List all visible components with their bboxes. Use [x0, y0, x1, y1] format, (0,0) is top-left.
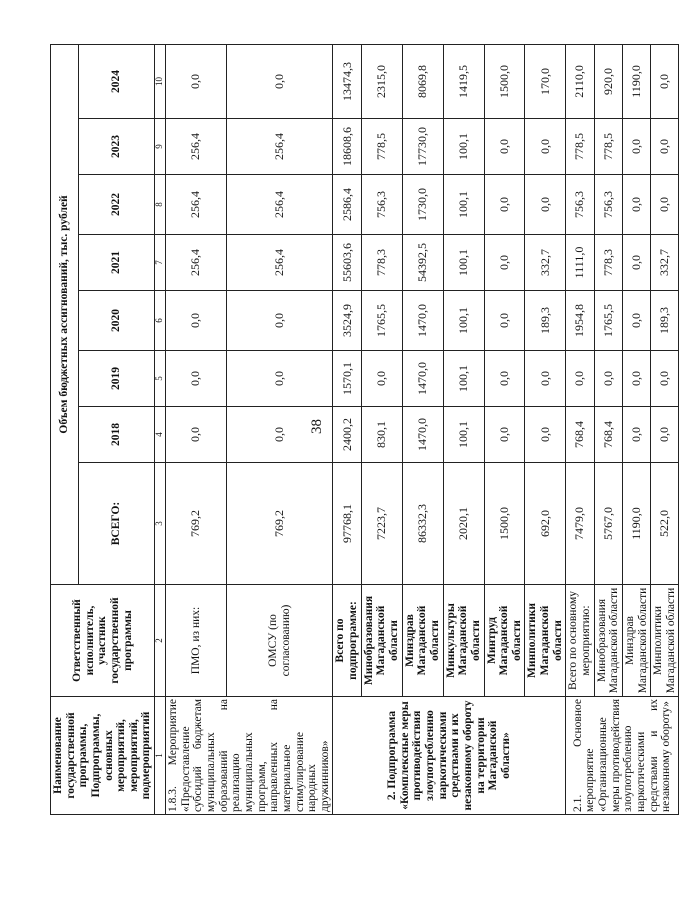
budget-value: 2110,0 [566, 44, 594, 118]
budget-value: 1419,5 [443, 44, 484, 118]
budget-value: 778,3 [594, 235, 622, 291]
budget-value: 1470,0 [402, 291, 443, 351]
executor: ОМСУ (по согласованию) [227, 585, 333, 697]
budget-value: 54392,5 [402, 235, 443, 291]
budget-value: 0,0 [651, 175, 679, 235]
column-number: 2 [155, 585, 166, 697]
header-year: 2020 [79, 291, 155, 351]
budget-value: 756,3 [566, 175, 594, 235]
executor: Минобразования Магаданской области [361, 585, 402, 697]
budget-value: 1190,0 [622, 44, 650, 118]
budget-value: 1500,0 [484, 44, 525, 118]
header-year: 2019 [79, 351, 155, 407]
column-number: 7 [155, 235, 166, 291]
program-name: 1.8.3. Мероприятие «Предоставление субсидий бюджетам муниципальных образований на реализацию муниципальных программ, направленных на материальное стимулирование народных дружинников» [166, 697, 333, 815]
budget-value: 3524,9 [333, 291, 361, 351]
column-number: 3 [155, 463, 166, 585]
budget-value: 0,0 [566, 351, 594, 407]
budget-value: 86332,3 [402, 463, 443, 585]
budget-value: 1470,0 [402, 351, 443, 407]
budget-value: 830,1 [361, 407, 402, 463]
budget-value: 2400,2 [333, 407, 361, 463]
budget-value: 0,0 [622, 175, 650, 235]
executor: Минздрав Магаданской области [622, 585, 650, 697]
budget-value: 170,0 [525, 44, 566, 118]
budget-value: 769,2 [166, 463, 227, 585]
executor: Минполитики Магаданской области [525, 585, 566, 697]
budget-value: 1470,0 [402, 407, 443, 463]
budget-value: 189,3 [651, 291, 679, 351]
budget-value: 0,0 [525, 119, 566, 175]
budget-value: 100,1 [443, 175, 484, 235]
budget-value: 0,0 [484, 351, 525, 407]
budget-value: 0,0 [227, 351, 333, 407]
budget-value: 0,0 [651, 351, 679, 407]
column-number: 4 [155, 407, 166, 463]
budget-table [50, 44, 679, 815]
budget-value: 100,1 [443, 235, 484, 291]
budget-value: 8069,8 [402, 44, 443, 118]
budget-value: 18608,6 [333, 119, 361, 175]
executor: Всего по подпрограмме: [333, 585, 361, 697]
header-budget: Объем бюджетных ассигнований, тыс. рублей [51, 44, 79, 584]
executor: Минкультуры Магаданской области [443, 585, 484, 697]
budget-value: 0,0 [622, 119, 650, 175]
header-year: 2022 [79, 175, 155, 235]
budget-value: 1570,1 [333, 351, 361, 407]
budget-value: 756,3 [361, 175, 402, 235]
budget-value: 778,5 [594, 119, 622, 175]
executor: Минобразования Магаданской области [594, 585, 622, 697]
budget-value: 100,1 [443, 119, 484, 175]
budget-value: 256,4 [166, 175, 227, 235]
budget-value: 0,0 [594, 351, 622, 407]
column-number: 5 [155, 351, 166, 407]
budget-value: 1111,0 [566, 235, 594, 291]
column-number: 10 [155, 44, 166, 118]
budget-value: 0,0 [166, 351, 227, 407]
budget-value: 920,0 [594, 44, 622, 118]
budget-value: 0,0 [484, 407, 525, 463]
budget-value: 1765,5 [361, 291, 402, 351]
budget-value: 256,4 [227, 119, 333, 175]
budget-value: 0,0 [622, 351, 650, 407]
budget-value: 1190,0 [622, 463, 650, 585]
budget-value: 2020,1 [443, 463, 484, 585]
budget-value: 0,0 [651, 119, 679, 175]
column-number: 8 [155, 175, 166, 235]
budget-value: 2315,0 [361, 44, 402, 118]
budget-value: 778,5 [566, 119, 594, 175]
column-number: 1 [155, 697, 166, 815]
budget-value: 768,4 [594, 407, 622, 463]
header-year: 2021 [79, 235, 155, 291]
executor: ПМО, из них: [166, 585, 227, 697]
budget-value: 100,1 [443, 407, 484, 463]
budget-value: 0,0 [651, 407, 679, 463]
budget-value: 1954,8 [566, 291, 594, 351]
table-row [333, 44, 361, 814]
budget-value: 256,4 [166, 235, 227, 291]
budget-value: 692,0 [525, 463, 566, 585]
budget-value: 7223,7 [361, 463, 402, 585]
budget-value: 0,0 [484, 119, 525, 175]
budget-value: 778,5 [361, 119, 402, 175]
budget-value: 13474,3 [333, 44, 361, 118]
budget-value: 97768,1 [333, 463, 361, 585]
budget-value: 0,0 [227, 44, 333, 118]
budget-value: 0,0 [651, 44, 679, 118]
budget-value: 0,0 [361, 351, 402, 407]
budget-value: 768,4 [566, 407, 594, 463]
header-year: 2018 [79, 407, 155, 463]
executor: Минтруд Магаданской области [484, 585, 525, 697]
budget-value: 1765,5 [594, 291, 622, 351]
budget-value: 0,0 [484, 175, 525, 235]
budget-value: 0,0 [525, 351, 566, 407]
budget-value: 0,0 [166, 44, 227, 118]
budget-value: 1500,0 [484, 463, 525, 585]
table-row [166, 44, 227, 814]
budget-value: 0,0 [166, 407, 227, 463]
budget-value: 256,4 [166, 119, 227, 175]
budget-value: 332,7 [651, 235, 679, 291]
budget-value: 1730,0 [402, 175, 443, 235]
budget-value: 0,0 [622, 407, 650, 463]
budget-value: 769,2 [227, 463, 333, 585]
budget-value: 17730,0 [402, 119, 443, 175]
budget-value: 2586,4 [333, 175, 361, 235]
budget-value: 0,0 [484, 291, 525, 351]
budget-value: 756,3 [594, 175, 622, 235]
budget-value: 100,1 [443, 351, 484, 407]
column-number: 6 [155, 291, 166, 351]
budget-value: 5767,0 [594, 463, 622, 585]
table-row [566, 44, 594, 814]
budget-value: 0,0 [622, 291, 650, 351]
budget-value: 0,0 [525, 407, 566, 463]
budget-value: 0,0 [622, 235, 650, 291]
budget-value: 7479,0 [566, 463, 594, 585]
budget-value: 522,0 [651, 463, 679, 585]
budget-value: 778,3 [361, 235, 402, 291]
header-name: Наименование государственной программы, Подпрограммы, основных мероприятий, мероприятий, подмероприятий [51, 697, 155, 815]
header-year: 2024 [79, 44, 155, 118]
executor: Всего по основному мероприятию: [566, 585, 594, 697]
budget-value: 332,7 [525, 235, 566, 291]
header-executor: Ответственный исполнитель, участник государственной программы [51, 585, 155, 697]
program-name: 2.1. Основное мероприятие «Организационные меры противодействия злоупотреблению наркотическими средствами и их незаконному обороту» [566, 697, 679, 815]
program-name: 2. Подпрограмма «Комплексные меры противодействия злоупотреблению наркотическими средствами и их незаконному обороту на территории Магаданской области» [333, 697, 566, 815]
header-year: 2023 [79, 119, 155, 175]
header-year: ВСЕГО: [79, 463, 155, 585]
budget-value: 55603,6 [333, 235, 361, 291]
budget-value: 256,4 [227, 235, 333, 291]
executor: Минздрав Магаданской области [402, 585, 443, 697]
budget-value: 189,3 [525, 291, 566, 351]
budget-value: 0,0 [227, 291, 333, 351]
budget-value: 256,4 [227, 175, 333, 235]
rotated-table-container [50, 45, 677, 815]
budget-value: 0,0 [525, 175, 566, 235]
executor: Минполитики Магаданской области [651, 585, 679, 697]
column-number: 9 [155, 119, 166, 175]
page-number: 38 [309, 419, 325, 434]
budget-value: 0,0 [166, 291, 227, 351]
budget-value: 100,1 [443, 291, 484, 351]
budget-value: 0,0 [227, 407, 333, 463]
budget-value: 0,0 [484, 235, 525, 291]
